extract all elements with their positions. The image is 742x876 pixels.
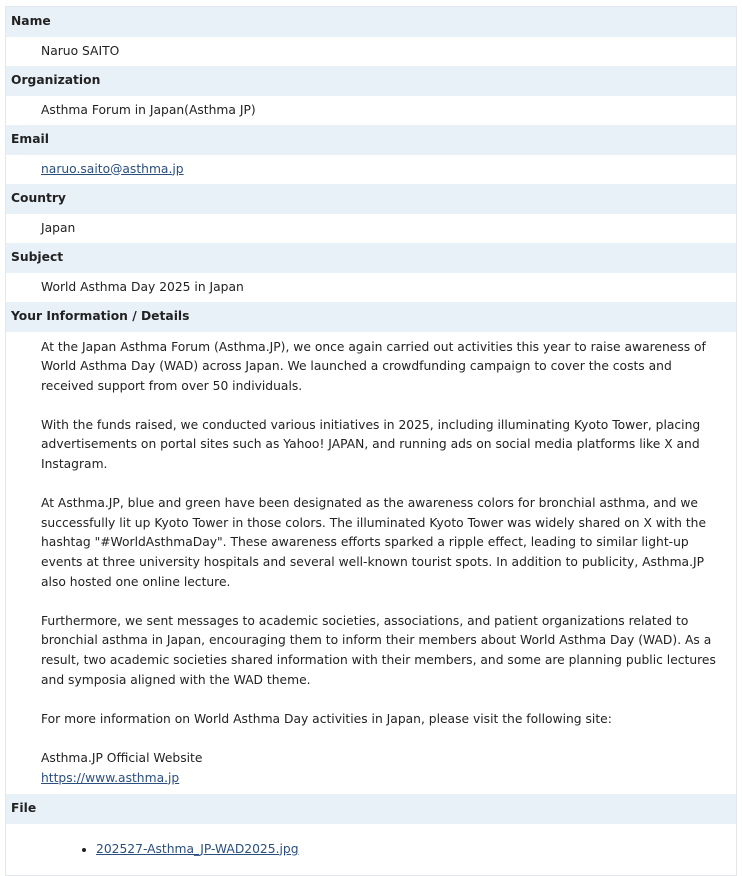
file-value xyxy=(6,824,736,875)
file-item xyxy=(96,840,736,859)
details-value xyxy=(6,332,736,795)
name-value: Naruo SAITO xyxy=(41,43,120,58)
site-link[interactable]: https://www.asthma.jp xyxy=(41,770,180,785)
details-paragraph: Furthermore, we sent messages to academic societies, associations, and patient organizations related to bronchial asthma in Japan, encouraging them to inform their members about World Asthma Day (WAD). As a result, two academic societies shared information with their members, and some are planning public lectures and symposia aligned with the WAD theme. xyxy=(41,613,716,687)
details-paragraph: At Asthma.JP, blue and green have been designated as the awareness colors for bronchial asthma, and we successfully lit up Kyoto Tower in those colors. The illuminated Kyoto Tower was widely shared on X with the hashtag "#WorldAsthmaDay". These awareness efforts sparked a ripple effect, leading to similar light-up events at three university hospitals and several well-known tourist spots. In addition to publicity, Asthma.JP also hosted one online lecture. xyxy=(41,496,707,589)
organization-value: Asthma Forum in Japan(Asthma JP) xyxy=(41,102,256,117)
country-label: Country xyxy=(6,184,736,214)
organization-label: Organization xyxy=(6,66,736,96)
email-label: Email xyxy=(6,125,736,155)
site-block xyxy=(41,749,728,788)
submission-details-table xyxy=(5,6,737,876)
details-label: Your Information / Details xyxy=(6,302,736,332)
site-label: Asthma.JP Official Website xyxy=(41,750,203,765)
country-value: Japan xyxy=(41,220,76,235)
details-paragraph: For more information on World Asthma Day activities in Japan, please visit the following site: xyxy=(41,711,612,726)
details-paragraph: With the funds raised, we conducted various initiatives in 2025, including illuminating Kyoto Tower, placing advertisements on portal sites such as Yahoo! JAPAN, and running ads on social media platforms like X and Instagram. xyxy=(41,417,701,472)
file-list xyxy=(6,824,736,859)
subject-value: World Asthma Day 2025 in Japan xyxy=(41,279,244,294)
file-link[interactable]: 202527-Asthma_JP-WAD2025.jpg xyxy=(96,841,299,856)
details-paragraph: At the Japan Asthma Forum (Asthma.JP), we once again carried out activities this year to raise awareness of World Asthma Day (WAD) across Japan. We launched a crowdfunding campaign to cover the costs and received support from over 50 individuals. xyxy=(41,339,706,393)
email-link[interactable]: naruo.saito@asthma.jp xyxy=(41,161,184,176)
subject-label: Subject xyxy=(6,243,736,273)
name-label: Name xyxy=(6,7,736,37)
email-value xyxy=(6,155,736,185)
file-label: File xyxy=(6,794,736,824)
